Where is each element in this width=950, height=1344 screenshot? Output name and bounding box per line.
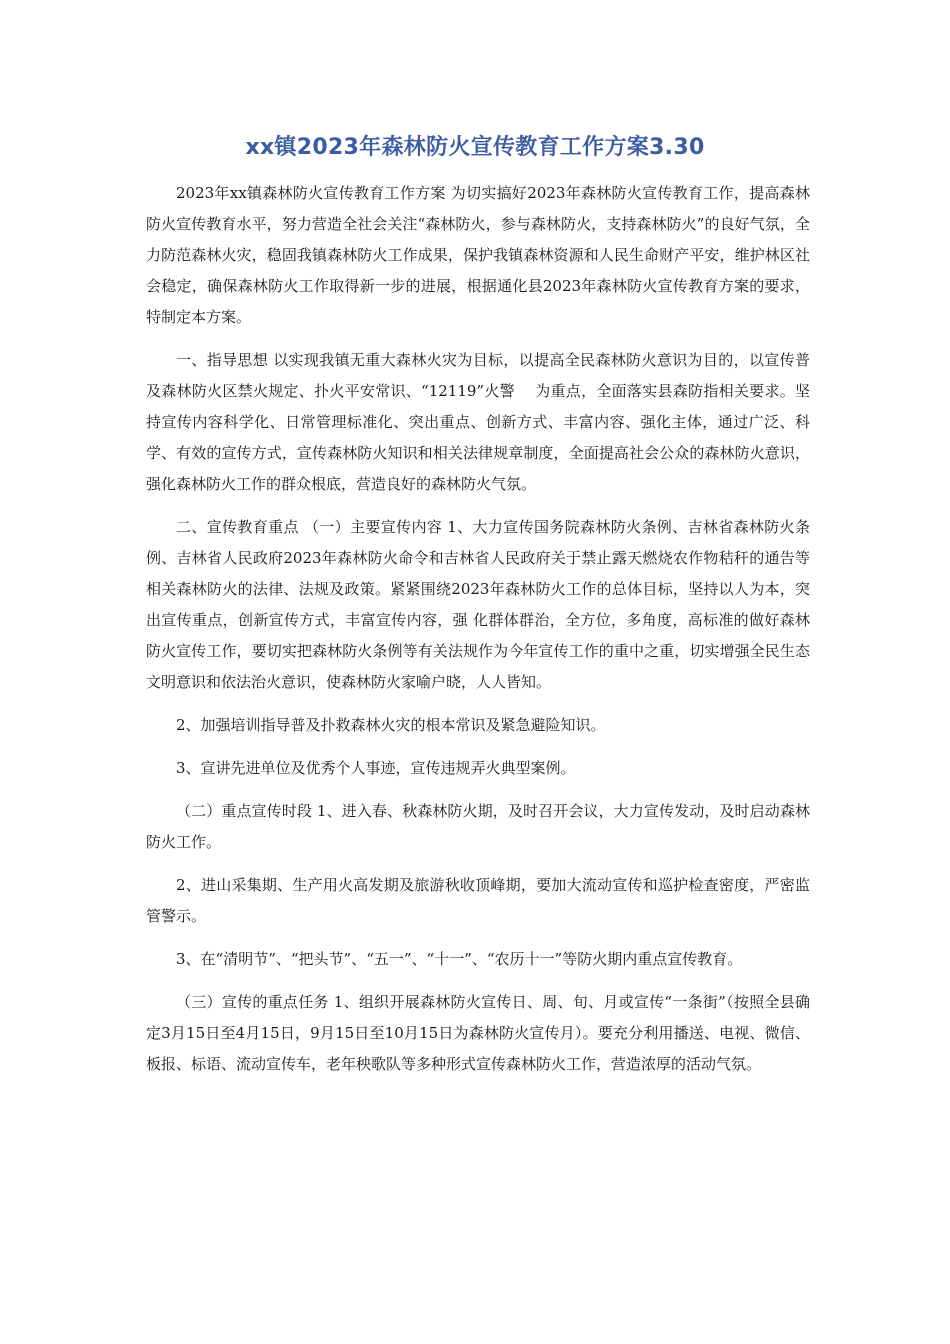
document-title: xx镇2023年森林防火宣传教育工作方案3.30 — [245, 135, 705, 160]
paragraph-advanced-units: 3、宣讲先进单位及优秀个人事迹，宣传违规弄火典型案例。 — [176, 759, 576, 777]
paragraph-intro: 2023年xx镇森林防火宣传教育工作方案 为切实搞好2023年森林防火宣传教育工作，提高森林防火宣传教育水平，努力营造全社会关注“森林防火，参与森林防火，支持森林防火”的良好气氛，全力防范森林火灾，稳固我镇森林防火工作成果，保护我镇森林资源和人民生命财产平安，维护林区社会稳定，确保森林防火工作取得新一步的进展，根据通化县2023年森林防火宣传教育方案的要求，特制定本方案。 — [146, 184, 810, 326]
paragraph-key-tasks: （三）宣传的重点任务 1、组织开展森林防火宣传日、周、旬、月或宣传“一条街”（按照全县确定3月15日至4月15日，9月15日至10月15日为森林防火宣传月）。要充分利用播送、电视、微信、板报、标语、流动宣传车，老年秧歌队等多种形式宣传森林防火工作，营造浓厚的活动气氛。 — [146, 993, 810, 1073]
document-body — [146, 178, 810, 1092]
paragraph-holidays: 3、在“清明节”、“把头节”、“五一”、“十一”、“农历十一”等防火期内重点宣传教育。 — [176, 950, 743, 968]
paragraph-guiding-thought: 一、指导思想 以实现我镇无重大森林火灾为目标，以提高全民森林防火意识为目的，以宣传普及森林防火区禁火规定、扑火平安常识、“12119”火警 为重点，全面落实县森防指相关要求。坚持宣传内容科学化、日常管理标准化、突出重点、创新方式、丰富内容、强化主体，通过广泛、科学、有效的宣传方式，宣传森林防火知识和相关法律规章制度，全面提高社会公众的森林防火意识，强化森林防火工作的群众根底，营造良好的森林防火气氛。 — [146, 351, 810, 493]
paragraph-mountain-season: 2、进山采集期、生产用火高发期及旅游秋收顶峰期，要加大流动宣传和巡护检查密度，严密监管警示。 — [146, 876, 810, 925]
paragraph-training: 2、加强培训指导普及扑救森林火灾的根本常识及紧急避险知识。 — [176, 716, 606, 734]
paragraph-education-focus: 二、宣传教育重点 （一）主要宣传内容 1、大力宣传国务院森林防火条例、吉林省森林防火条例、吉林省人民政府2023年森林防火命令和吉林省人民政府关于禁止露天燃烧农作物秸秆的通告等相关森林防火的法律、法规及政策。紧紧围绕2023年森林防火工作的总体目标，坚持以人为本，突出宣传重点，创新宣传方式，丰富宣传内容，强 化群体群治，全方位，多角度，高标准的做好森林防火宣传工作，要切实把森林防火条例等有关法规作为今年宣传工作的重中之重，切实增强全民生态文明意识和依法治火意识，使森林防火家喻户晓，人人皆知。 — [146, 518, 810, 691]
paragraph-key-periods: （二）重点宣传时段 1、进入春、秋森林防火期，及时召开会议，大力宣传发动，及时启动森林防火工作。 — [146, 802, 810, 851]
